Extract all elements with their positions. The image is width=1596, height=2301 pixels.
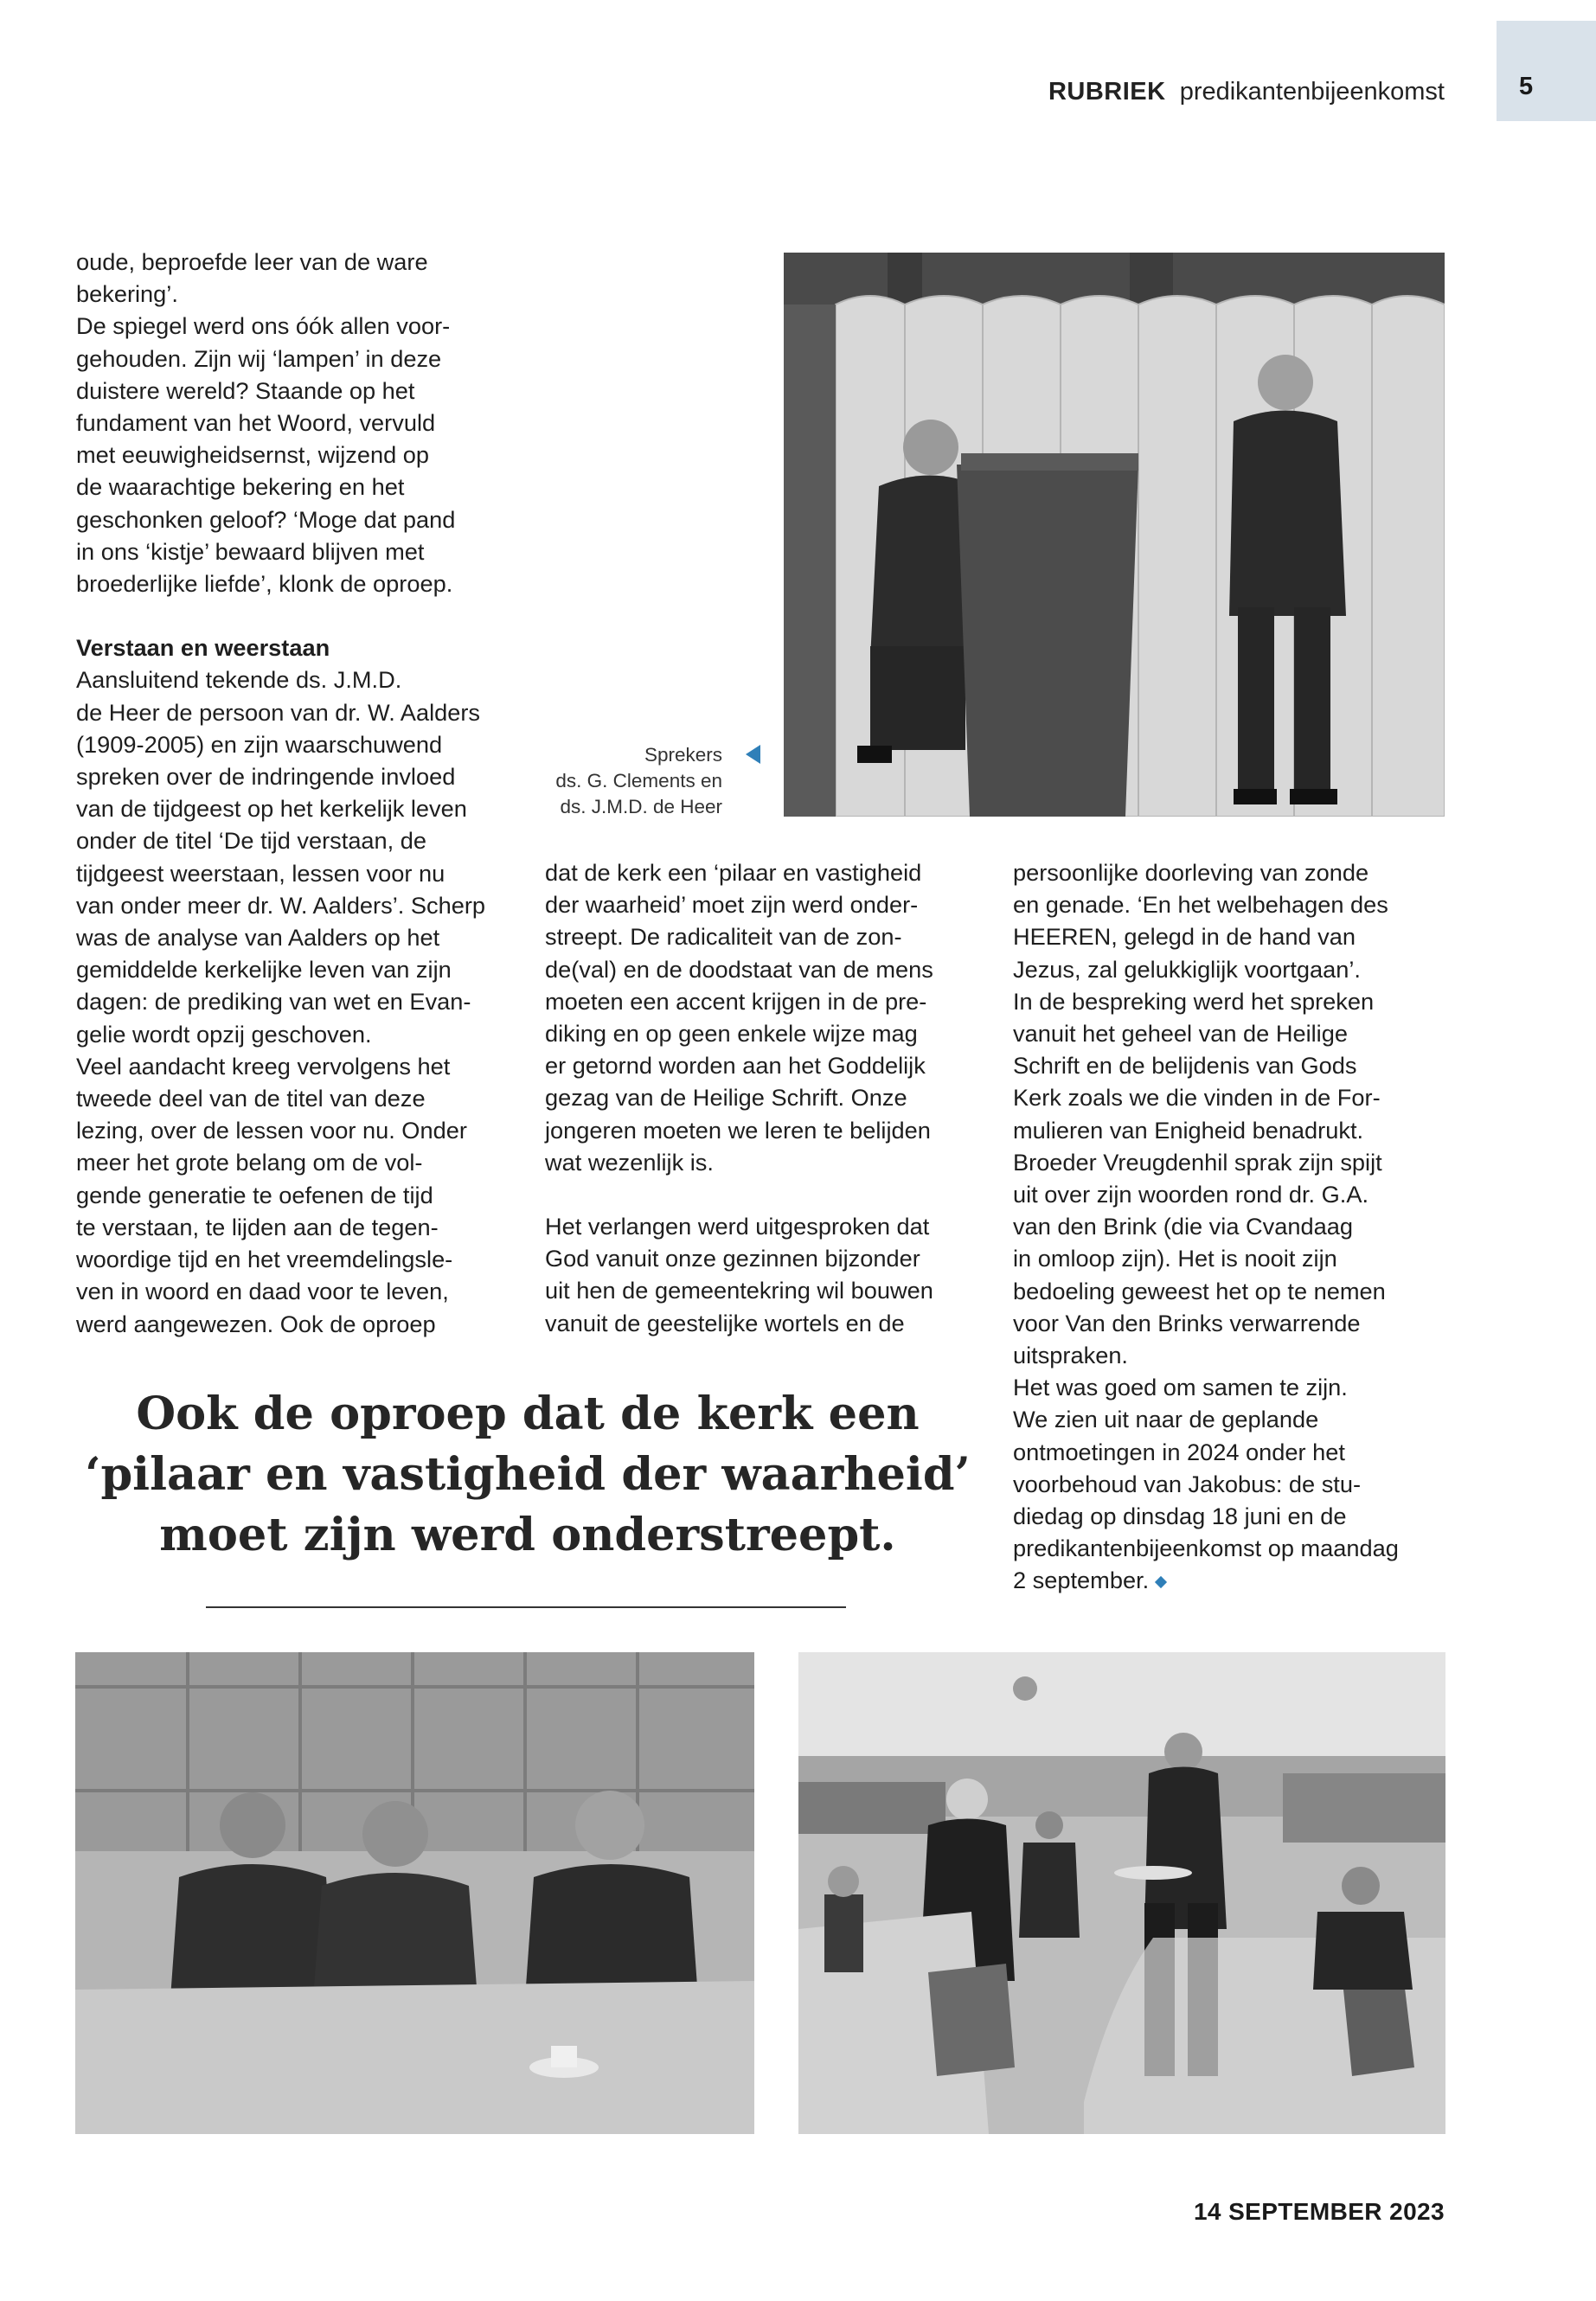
caption-line: ds. J.M.D. de Heer — [560, 796, 722, 817]
body-text-line: dagen: de prediking van wet en Evan- — [76, 988, 471, 1016]
body-text-line: werd aangewezen. Ook de oproep — [76, 1310, 436, 1337]
body-text-line: Schrift en de belijdenis van Gods — [1013, 1052, 1357, 1080]
body-text-line: streept. De radicaliteit van de zon- — [545, 923, 902, 951]
body-text-line: bedoeling geweest het op te nemen — [1013, 1277, 1386, 1304]
body-text-line: uitspraken. — [1013, 1342, 1128, 1369]
body-text-line: bekering’. — [76, 280, 178, 308]
body-text-line: gende generatie te oefenen de tijd — [76, 1181, 433, 1208]
pull-quote-line: moet zijn werd onderstreept. — [159, 1509, 896, 1561]
body-text-line: (1909-2005) en zijn waarschuwend — [76, 730, 443, 758]
body-text-line: tijdgeest weerstaan, lessen voor nu — [76, 859, 445, 887]
pull-quote-line: Ook de oproep dat de kerk een — [136, 1388, 920, 1440]
body-text-line: van onder meer dr. W. Aalders’. Scherp — [76, 891, 485, 919]
body-text-line: Broeder Vreugdenhil sprak zijn spijt — [1013, 1148, 1382, 1176]
body-text-line: de(val) en de doodstaat van de mens — [545, 955, 933, 983]
body-text-line: der waarheid’ moet zijn werd onder- — [545, 891, 919, 919]
body-text-line: lezing, over de lessen voor nu. Onder — [76, 1117, 467, 1144]
body-text-line: woordige tijd en het vreemdelingsle- — [76, 1246, 453, 1273]
body-text-line: dat de kerk een ‘pilaar en vastigheid — [545, 859, 922, 886]
body-text-line: gezag van de Heilige Schrift. Onze — [545, 1084, 907, 1112]
pull-quote — [78, 1384, 977, 1566]
body-text-line: er getornd worden aan het Goddelijk — [545, 1052, 926, 1080]
body-text-line: vanuit de geestelijke wortels en de — [545, 1309, 905, 1336]
body-text-line: vanuit het geheel van de Heilige — [1013, 1020, 1348, 1048]
body-text-line: moeten een accent krijgen in de pre- — [545, 987, 927, 1015]
body-text-line: in ons ‘kistje’ bewaard blijven met — [76, 537, 425, 565]
body-text-line: diking en op geen enkele wijze mag — [545, 1020, 918, 1048]
body-text-line: voorbehoud van Jakobus: de stu- — [1013, 1470, 1362, 1497]
body-text-line: In de bespreking werd het spreken — [1013, 987, 1375, 1015]
body-text-line: uit over zijn woorden rond dr. G.A. — [1013, 1181, 1369, 1208]
body-text-line: HEEREN, gelegd in de hand van — [1013, 923, 1356, 951]
body-text-line: voor Van den Brinks verwarrende — [1013, 1309, 1361, 1336]
body-text-line: spreken over de indringende invloed — [76, 763, 456, 791]
paragraph-intro — [76, 246, 526, 599]
body-text-line: onder de titel ‘De tijd verstaan, de — [76, 827, 427, 855]
body-text-line: wat wezenlijk is. — [545, 1148, 714, 1176]
pull-quote-line: ‘pilaar en vastigheid der waarheid’ — [85, 1448, 971, 1501]
body-text-line: Veel aandacht kreeg vervolgens het — [76, 1052, 451, 1080]
section-topic: predikantenbijeenkomst — [1179, 78, 1445, 106]
column-2 — [545, 856, 995, 1339]
body-text-line: Jezus, zal gelukkiglijk voortgaan’. — [1013, 955, 1361, 983]
photo-three-ministers — [75, 1652, 754, 2134]
body-text-line: de Heer de persoon van dr. W. Aalders — [76, 698, 480, 726]
body-text-line: Het was goed om samen te zijn. — [1013, 1374, 1348, 1401]
body-text-line: ven in woord en daad voor te leven, — [76, 1278, 449, 1305]
caption-arrow-icon — [746, 745, 760, 764]
body-text-line: persoonlijke doorleving van zonde — [1013, 859, 1369, 886]
photo-gathering-hall — [798, 1652, 1445, 2134]
column-1 — [76, 246, 526, 1340]
body-text-line: de waarachtige bekering en het — [76, 473, 405, 501]
body-text-line: ontmoetingen in 2024 onder het — [1013, 1438, 1345, 1465]
body-text-line: diedag op dinsdag 18 juni en de — [1013, 1503, 1347, 1530]
body-text-line: broederlijke liefde’, klonk de oproep. — [76, 570, 453, 598]
body-text-line: van de tijdgeest op het kerkelijk leven — [76, 795, 467, 823]
photo-caption — [555, 742, 722, 820]
body-text-line: gemiddelde kerkelijke leven van zijn — [76, 956, 452, 984]
body-text-line: in omloop zijn). Het is nooit zijn — [1013, 1245, 1337, 1272]
body-text-line: was de analyse van Aalders op het — [76, 924, 440, 952]
body-text-line: jongeren moeten we leren te belijden — [545, 1116, 931, 1144]
body-text-line: en genade. ‘En het welbehagen des — [1013, 891, 1388, 919]
body-text-line: meer het grote belang om de vol- — [76, 1149, 423, 1176]
body-text-line: tweede deel van de titel van deze — [76, 1085, 426, 1112]
paragraph-conclusion — [1013, 856, 1463, 1597]
body-text-line: 2 september. — [1013, 1564, 1463, 1596]
body-text-line: met eeuwigheidsernst, wijzend op — [76, 441, 430, 469]
end-mark-icon — [1155, 1576, 1167, 1588]
caption-line: ds. G. Clements en — [555, 770, 722, 792]
pull-quote-divider — [206, 1606, 846, 1608]
body-text-line: gelie wordt opzij geschoven. — [76, 1020, 372, 1048]
subheading: Verstaan en weerstaan — [76, 634, 330, 662]
section-label: RUBRIEK — [1048, 78, 1166, 106]
issue-date: 14 SEPTEMBER 2023 — [1193, 2198, 1445, 2225]
photo-speakers — [784, 253, 1445, 817]
paragraph-pillar — [545, 856, 995, 1178]
page-number: 5 — [1519, 73, 1534, 100]
body-text-line: te verstaan, te lijden aan de tegen- — [76, 1213, 439, 1240]
body-text-line: Het verlangen werd uitgesproken dat — [545, 1213, 930, 1240]
body-text-line: van den Brink (die via Cvandaag — [1013, 1213, 1353, 1240]
body-text-line: Aansluitend tekende ds. J.M.D. — [76, 666, 402, 694]
column-3 — [1013, 856, 1463, 1597]
body-text-line: gehouden. Zijn wij ‘lampen’ in deze — [76, 344, 442, 372]
body-text-line: geschonken geloof? ‘Moge dat pand — [76, 505, 456, 533]
body-text-line: De spiegel werd ons óók allen voor- — [76, 312, 451, 340]
body-text-line: God vanuit onze gezinnen bijzonder — [545, 1245, 920, 1272]
paragraph-desire — [545, 1210, 995, 1339]
body-text-line: uit hen de gemeentekring wil bouwen — [545, 1277, 933, 1304]
body-text-line: fundament van het Woord, vervuld — [76, 409, 436, 437]
body-text-line: duistere wereld? Staande op het — [76, 376, 415, 404]
section-header — [1048, 78, 1445, 106]
body-text-line: oude, beproefde leer van de ware — [76, 248, 428, 275]
paragraph-aalders — [76, 663, 526, 1339]
body-text-line: predikantenbijeenkomst op maandag — [1013, 1535, 1399, 1562]
caption-line: Sprekers — [644, 744, 722, 766]
page-number-tab — [1497, 21, 1596, 121]
body-text-line: Kerk zoals we die vinden in de For- — [1013, 1084, 1381, 1112]
body-text-line: We zien uit naar de geplande — [1013, 1406, 1319, 1433]
body-text-line: mulieren van Enigheid benadrukt. — [1013, 1116, 1364, 1144]
